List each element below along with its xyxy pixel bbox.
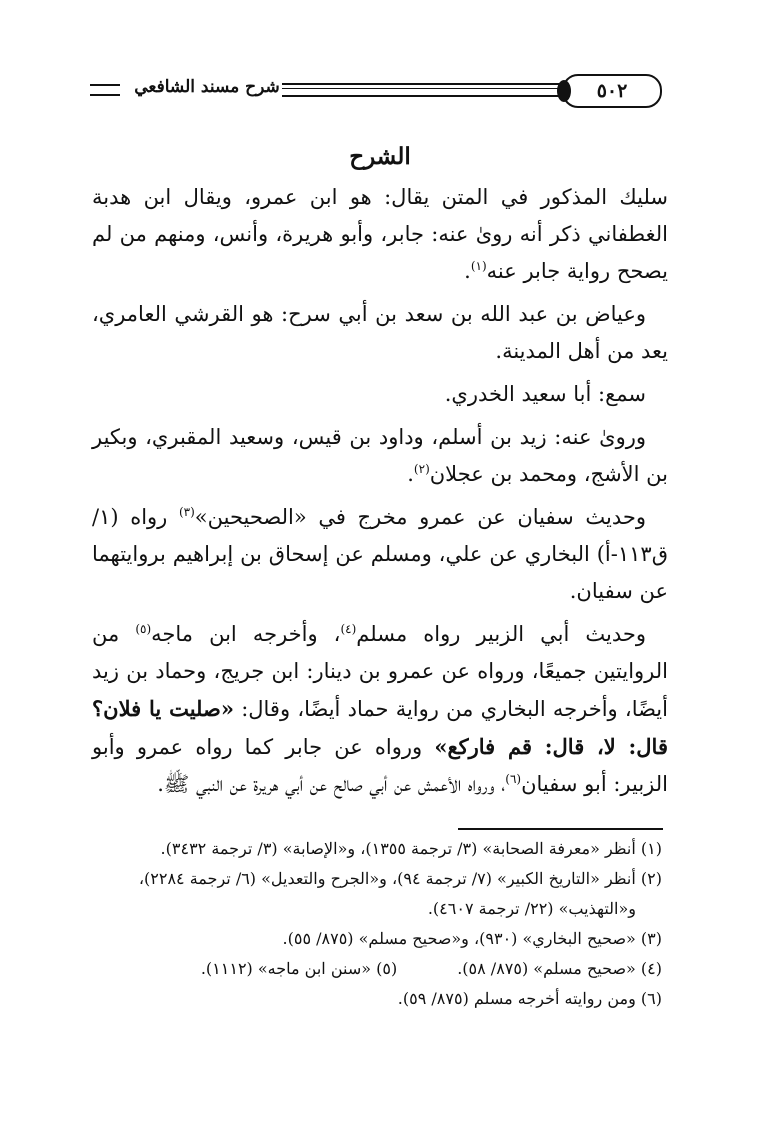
paragraph: وروىٰ عنه: زيد بن أسلم، وداود بن قيس، وسعيد المقبري، وبكير بن الأشج، ومحمد بن عجلان$^{(٢)}$. [92, 425, 668, 486]
footnote-ref: (٤) [340, 622, 357, 636]
footnote-ref: (٣) [178, 505, 195, 519]
paragraph: سليك المذكور في المتن يقال: هو ابن عمرو، ويقال ابن هدبة الغطفاني ذكر أنه روىٰ عنه: جابر، وأبو هريرة، وأنس، ومنهم من لم يصحح رواية جابر عنه$^{(١)}$. [92, 185, 668, 283]
page-number: ٥٠٢ [562, 74, 662, 108]
running-header [84, 72, 662, 108]
footnote: (١) أنظر «معرفة الصحابة» (٣/ ترجمة ١٣٥٥)، و«الإصابة» (٣/ ترجمة ٣٤٣٢). [160, 839, 662, 858]
paragraph: وحديث أبي الزبير رواه مسلم$^{(٤)}$، وأخرجه ابن ماجه$^{(٥)}$ من الروايتين جميعًا، ورواه عن عمرو بن دينار: ابن جريج، وحماد بن زيد أيضًا، وأخرجه البخاري من رواية حماد أيضًا، وقال: «صليت يا فلان؟ قال: لا، قال: قم فاركع» ورواه عن جابر كما رواه عمرو وأبو الزبير: أبو سفيان$^{(٦)}$، ورواه الأعمش عن أبي صالح عن أبي هريرة عن النبي ﷺ. [92, 622, 668, 796]
footnote: (٣) «صحيح البخاري» (٩٣٠)، و«صحيح مسلم» (٨٧٥/ ٥٥). [282, 929, 662, 948]
footnote-continuation: و«التهذيب» (٢٢/ ترجمة ٤٦٠٧). [427, 899, 636, 918]
book-title: شرح مسند الشافعي [134, 77, 280, 97]
paragraph: وعياض بن عبد الله بن سعد بن أبي سرح: هو القرشي العامري، يعد من أهل المدينة. [92, 302, 668, 363]
footnote: (٤) «صحيح مسلم» (٨٧٥/ ٥٨). [457, 959, 662, 978]
footnote-ref: (١) [470, 259, 487, 273]
section-title: الشرح [349, 143, 411, 170]
header-ornament [90, 84, 120, 96]
footnote-ref: (٢) [413, 462, 430, 476]
header-rule [282, 83, 562, 97]
footnote-pair [92, 954, 662, 984]
main-text [92, 138, 668, 809]
footnotes [92, 834, 662, 1014]
footnote-ref: (٥) [135, 622, 152, 636]
footnote-separator [458, 828, 663, 830]
footnote: (٢) أنظر «التاريخ الكبير» (٧/ ترجمة ٩٤)، و«الجرح والتعديل» (٦/ ترجمة ٢٢٨٤)، [138, 869, 662, 888]
footnote: (٦) ومن روايته أخرجه مسلم (٨٧٥/ ٥٩). [397, 989, 662, 1008]
footnote-ref: (٦) [505, 772, 522, 786]
footnote: (٥) «سنن ابن ماجه» (١١١٢). [200, 959, 398, 978]
paragraph: سمع: أبا سعيد الخدري. [444, 382, 646, 406]
hadith-quote: «صليت يا فلان؟ قال: لا، قال: قم فاركع» [92, 696, 668, 759]
paragraph: وحديث سفيان عن عمرو مخرج في «الصحيحين»$^{(٣)}$ رواه (١/ ق١١٣-أ) البخاري عن علي، ومسلم عن إسحاق بن إبراهيم بروايتهما عن سفيان. [92, 505, 668, 603]
